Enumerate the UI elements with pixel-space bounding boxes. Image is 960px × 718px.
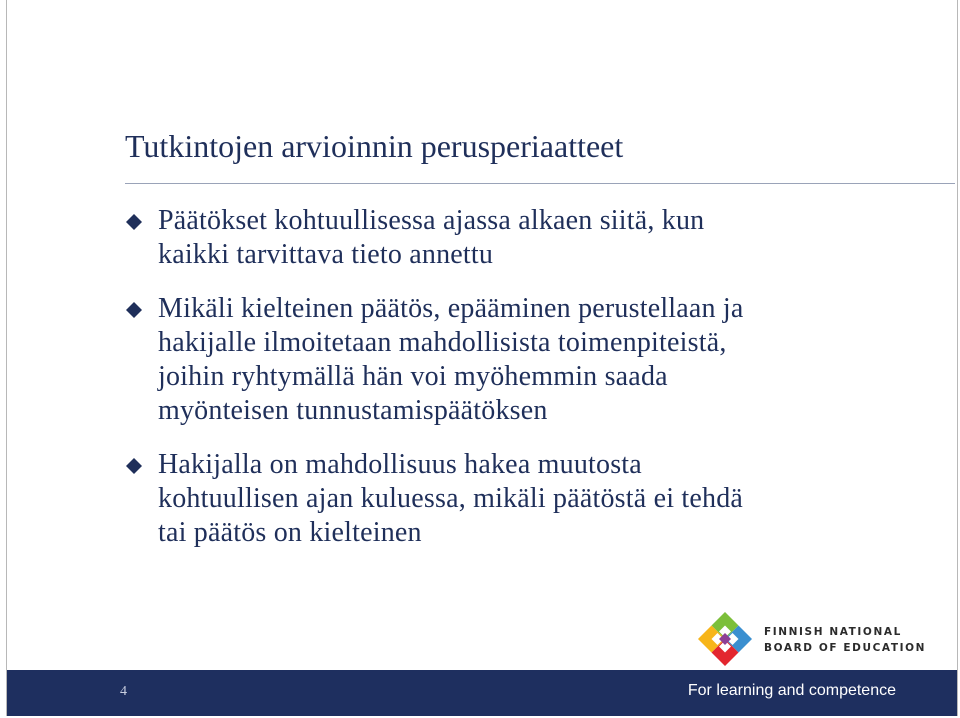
bullet-line: hakijalle ilmoitetaan mahdollisista toimenpiteistä,: [158, 327, 727, 358]
bullet-line: Päätökset kohtuullisessa ajassa alkaen siitä, kun: [158, 205, 705, 236]
diamond-bullet-icon: [124, 456, 144, 476]
bullet-line: kohtuullisen ajan kuluessa, mikäli päätöstä ei tehdä: [158, 483, 744, 514]
bullet-line: kaikki tarvittava tieto annettu: [158, 239, 494, 270]
bullet-item: [124, 292, 924, 428]
logo-line: FINNISH NATIONAL: [764, 626, 902, 638]
bullet-item: [124, 204, 924, 272]
page-number: 4: [120, 684, 127, 699]
diamond-bullet-icon: [124, 212, 144, 232]
bullet-line: tai päätös on kielteinen: [158, 517, 422, 548]
bullet-line: myönteisen tunnustamispäätöksen: [158, 395, 548, 426]
bullet-line: Hakijalla on mahdollisuus hakea muutosta: [158, 449, 642, 480]
fnbe-diamond-logo-icon: [697, 611, 753, 667]
bullet-line: joihin ryhtymällä hän voi myöhemmin saada: [158, 361, 668, 392]
bullet-line: Mikäli kielteinen päätös, epääminen perustellaan ja: [158, 293, 744, 324]
slide-title: Tutkintojen arvioinnin perusperiaatteet: [125, 128, 624, 164]
diamond-bullet-icon: [124, 300, 144, 320]
bullet-item: [124, 448, 924, 550]
title-divider: [125, 183, 955, 184]
logo-line: BOARD OF EDUCATION: [764, 642, 926, 654]
logo-wordmark: [764, 624, 926, 656]
footer-tagline: For learning and competence: [687, 682, 896, 699]
bullet-list: [124, 204, 924, 570]
